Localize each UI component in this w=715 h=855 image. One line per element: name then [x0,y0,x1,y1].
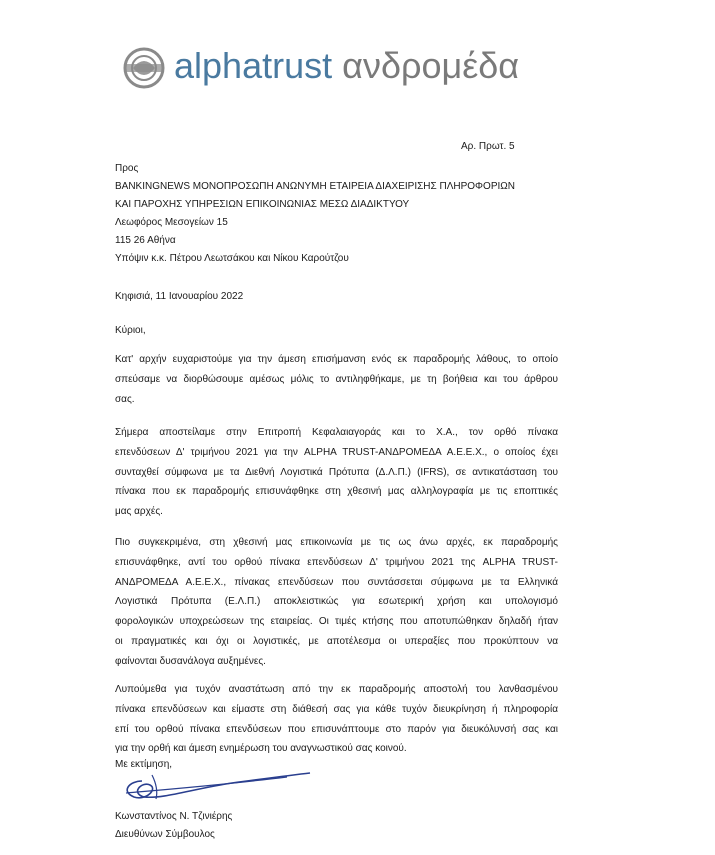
recipient-street: Λεωφόρος Μεσογείων 15 [115,217,228,228]
paragraph-line: Πιο συγκεκριμένα, στη χθεσινή μας επικοινωνία με τις ως άνω αρχές, εκ παραδρομής [115,537,558,548]
brand-name [174,46,519,86]
paragraph-line: σπεύσαμε να διορθώσουμε αμέσως μόλις το αντιληφθήκαμε, με τη βοήθεια και του άρθρου [115,373,558,385]
paragraph-line: Κατ' αρχήν ευχαριστούμε για την άμεση επισήμανση ενός εκ παραδρομής λάθους, το οποίο [115,354,558,365]
paragraph-line: ΑΝΔΡΟΜΕΔΑ Α.Ε.Ε.Χ., πίνακας επενδύσεων που συντάσσεται σύμφωνα με τα Ελληνικά [115,576,558,588]
paragraph-3 [115,533,558,672]
paragraph-line: Λυπούμεθα για τυχόν αναστάτωση από την εκ παραδρομής αποστολή του λανθασμένου [115,684,558,695]
globe-seal-icon [122,46,166,95]
paragraph-line: για την ορθή και άμεση ενημέρωση του αναγνωστικού σας κοινού. [115,743,407,755]
paragraph-line: συνταχθεί σύμφωνα με τα Διεθνή Λογιστικά Πρότυπα (Δ.Λ.Π.) (IFRS), σε αντικατάσταση του [115,466,558,478]
brand-secondary: ανδρομέδα [342,45,520,86]
paragraph-2 [115,423,558,522]
reference-number: Αρ. Πρωτ. 5 [461,141,515,152]
recipient-to-label: Προς [115,163,139,174]
paragraph-line: φαίνονται δυσανάλογα αυξημένες. [115,655,266,667]
recipient-name-line1: BANKINGNEWS ΜΟΝΟΠΡΟΣΩΠΗ ΑΝΩΝΥΜΗ ΕΤΑΙΡΕΙΑ ΔΙΑΧΕΙΡΙΣΗΣ ΠΛΗΡΟΦΟΡΙΩΝ [115,181,515,192]
paragraph-line: επί του ορθού πίνακα επενδύσεων που επισυνάπτουμε στο παρόν για διευκόλυνσή σας και [115,723,558,735]
paragraph-4 [115,680,558,759]
brand-primary: alphatrust [174,45,333,86]
letterhead [122,40,562,96]
recipient-attention: Υπόψιν κ.κ. Πέτρου Λεωτσάκου και Νίκου Καρούτζου [115,253,349,264]
salutation: Κύριοι, [115,325,146,336]
handwritten-signature [112,763,312,809]
recipient-name-line2: ΚΑΙ ΠΑΡΟΧΗΣ ΥΠΗΡΕΣΙΩΝ ΕΠΙΚΟΙΝΩΝΙΑΣ ΜΕΣΩ ΔΙΑΔΙΚΤΥΟΥ [115,199,410,210]
signatory-title: Διευθύνων Σύμβουλος [115,829,215,840]
letter-date: Κηφισιά, 11 Ιανουαρίου 2022 [115,291,244,302]
paragraph-line: οι πραγματικές και όχι οι λογιστικές, με αποτέλεσμα οι υπεραξίες που προκύπτουν να [115,635,558,647]
paragraph-line: μας αρχές. [115,506,163,518]
paragraph-line: Λογιστικά Πρότυπα (Ε.Λ.Π.) αποκλειστικώς για εσωτερική χρήση και υπολογισμό [115,596,558,608]
paragraph-line: πίνακα επενδύσεων και είμαστε στη διάθεσή σας για κάθε τυχόν διευκρίνηση ή πληροφορία [115,703,558,715]
paragraph-line: φορολογικών υποχρεώσεων της εταιρείας. Οι τιμές κτήσης που αποτυπώθηκαν δηλαδή ήταν [115,616,558,628]
paragraph-line: σας. [115,393,135,405]
paragraph-line: πίνακα που εκ παραδρομής επισυνάφθηκε στη χθεσινή μας αλληλογραφία με τις εποπτικές [115,486,558,498]
recipient-city: 115 26 Αθήνα [115,235,176,246]
paragraph-line: Σήμερα αποστείλαμε στην Επιτροπή Κεφαλαιαγοράς και το Χ.Α., τον ορθό πίνακα [115,427,558,438]
paragraph-line: επενδύσεων Δ' τριμήνου 2021 για την ALPHA TRUST-ΑΝΔΡΟΜΕΔΑ Α.Ε.Ε.Χ., ο οποίος έχει [115,446,558,458]
paragraph-1 [115,350,558,409]
closing: Με εκτίμηση, [115,759,173,770]
paragraph-line: επισυνάφθηκε, αντί του ορθού πίνακα επενδύσεων Δ' τριμήνου 2021 της ALPHA TRUST- [115,556,558,568]
signatory-name: Κωνσταντίνος Ν. Τζινιέρης [115,811,233,822]
